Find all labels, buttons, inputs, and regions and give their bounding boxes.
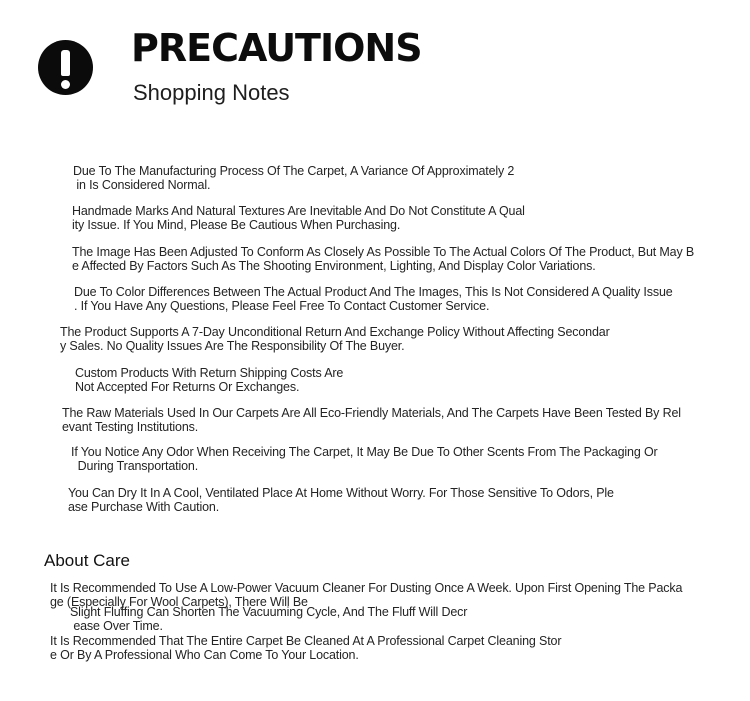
note-line: The Image Has Been Adjusted To Conform As Closely As Possible To The Actual Colors Of The Product, But May B [72,245,695,259]
note-line: . If You Have Any Questions, Please Feel Free To Contact Customer Service. [74,298,490,313]
care-item-fluffing [70,606,467,634]
note-line: e Affected By Factors Such As The Shooting Environment, Lighting, And Display Color Variations. [72,258,596,273]
note-item-raw-materials [62,407,681,435]
note-item-custom-products [75,367,343,395]
care-line: e Or By A Professional Who Can Come To Your Location. [50,647,359,662]
care-line: Slight Fluffing Can Shorten The Vacuuming Cycle, And The Fluff Will Decr [70,605,468,619]
note-line: evant Testing Institutions. [62,419,199,434]
care-line: It Is Recommended That The Entire Carpet Be Cleaned At A Professional Carpet Cleaning Stor [50,634,562,648]
exclamation-dot [61,80,70,89]
note-line: ase Purchase With Caution. [68,499,220,514]
care-line: ease Over Time. [70,618,163,633]
care-item-professional-cleaning [50,635,561,663]
note-line: The Raw Materials Used In Our Carpets Are All Eco-Friendly Materials, And The Carpets Have Been Tested By Rel [62,406,681,420]
note-line: Not Accepted For Returns Or Exchanges. [75,379,300,394]
note-item-handmade-marks [72,205,525,233]
note-line: Custom Products With Return Shipping Costs Are [75,366,344,380]
note-item-image-colors [72,246,694,274]
note-item-odor [71,446,658,474]
care-line: It Is Recommended To Use A Low-Power Vacuum Cleaner For Dusting Once A Week. Upon First Opening The Packa [50,581,683,595]
exclamation-bar [61,50,70,76]
note-item-return-policy [60,326,610,354]
exclamation-circle-icon [38,40,93,95]
note-line: Due To The Manufacturing Process Of The Carpet, A Variance Of Approximately 2 [73,164,515,178]
note-line: Due To Color Differences Between The Actual Product And The Images, This Is Not Considered A Quality Issue [74,285,673,299]
note-item-variance [73,165,514,193]
note-item-drying [68,487,614,515]
note-line: Handmade Marks And Natural Textures Are Inevitable And Do Not Constitute A Qual [72,204,525,218]
note-line: If You Notice Any Odor When Receiving The Carpet, It May Be Due To Other Scents From The Packaging Or [71,445,658,459]
care-line: ge (Especially For Wool Carpets), There Will Be [50,594,308,609]
about-care-heading: About Care [44,551,130,570]
note-line: in Is Considered Normal. [73,177,211,192]
note-line: ity Issue. If You Mind, Please Be Cautious When Purchasing. [72,217,401,232]
note-line: You Can Dry It In A Cool, Ventilated Place At Home Without Worry. For Those Sensitive To Odors, Ple [68,486,614,500]
note-item-color-differences [74,286,673,314]
page-title: PRECAUTIONS [131,26,422,70]
note-line: y Sales. No Quality Issues Are The Responsibility Of The Buyer. [60,338,405,353]
note-line: During Transportation. [71,458,199,473]
page-subtitle: Shopping Notes [133,80,290,105]
note-line: The Product Supports A 7-Day Unconditional Return And Exchange Policy Without Affecting Secondar [60,325,610,339]
